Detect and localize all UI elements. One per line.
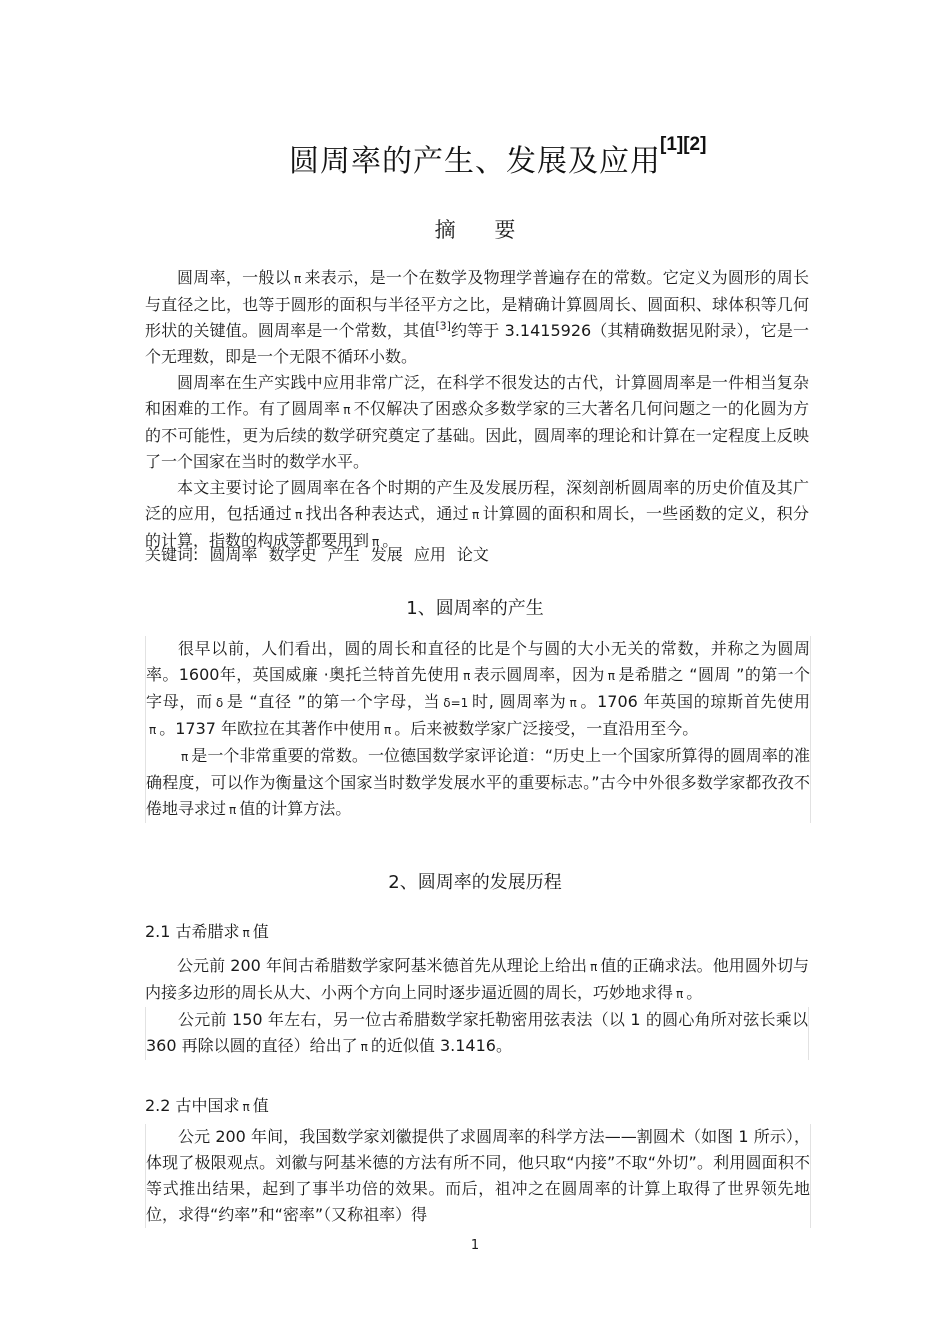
- pi-symbol: π: [676, 987, 684, 1001]
- section-paragraph: [146, 636, 810, 743]
- text-run: 计算圆的面积和周长，一些函数的定义，积分的计算，指数的构成等都要用到: [145, 504, 809, 550]
- pi-symbol: π: [372, 535, 380, 549]
- abstract-paragraph: [145, 265, 809, 370]
- abstract-heading: 摘 要: [434, 218, 532, 242]
- text-run: 是 “直径 ”的第一个字母，当: [226, 692, 441, 711]
- text-run: 。后来被数学家广泛接受，一直沿用至今。: [394, 719, 699, 738]
- pi-symbol: π: [242, 1100, 250, 1114]
- text-run: 。1706 年英国的琼斯首先使用: [579, 692, 810, 711]
- section-paragraph: [146, 743, 810, 823]
- abstract-paragraph: [145, 370, 809, 475]
- pi-symbol: π: [384, 723, 392, 737]
- text-run: 值: [252, 1096, 269, 1115]
- subsection-2-1-body: [145, 953, 809, 1060]
- text-run: 的近似值 3.1416。: [370, 1036, 512, 1055]
- pi-symbol: π: [149, 723, 157, 737]
- text-run: 表示圆周率，因为: [473, 665, 605, 684]
- keywords-line: 关键词: 圆周率 数学史 产生 发展 应用 论文: [145, 545, 489, 564]
- text-run: 2.1 古希腊求: [145, 922, 240, 941]
- text-run: 圆周率，一般以: [177, 268, 291, 287]
- text-run: 是一个非常重要的常数。一位德国数学家评论道：“历史上一个国家所算得的圆周率的准确程度，可以作为衡量这个国家当时数学发展水平的重要标志。”古今中外很多数学家都孜孜不倦地寻求过: [146, 746, 810, 818]
- section-heading-1: 1、圆周率的产生: [406, 598, 544, 619]
- section-1-body: [145, 636, 811, 823]
- pi-symbol: π: [360, 1040, 368, 1054]
- section-paragraph: 公元 200 年间，我国数学家刘徽提供了求圆周率的科学方法——割圆术（如图 1 所示），体现了极限观点。刘徽与阿基米德的方法有所不同，他只取“内接”不取“外切”。利用圆面积不等式推出结果，起到了事半功倍的效果。而后，祖冲之在圆周率的计算上取得了世界领先地位，求得“约率”和“密率”（又称祖率）得: [146, 1127, 810, 1224]
- delta-symbol: δ: [215, 696, 224, 710]
- text-run: 很早以前，人们看出，圆的周长和直径的比是个与圆的大小无关的常数，并称之为圆周率。1600年，英国威廉 ·奥托兰特首先使用: [146, 639, 810, 684]
- text-run: 。: [382, 531, 399, 550]
- pi-symbol: π: [181, 750, 189, 764]
- abstract-body: [145, 265, 809, 555]
- delta-equation: δ=1: [443, 696, 469, 710]
- text-run: 圆周率在生产实践中应用非常广泛，在科学不很发达的古代，计算圆周率是一件相当复杂和困难的工作。有了圆周率: [145, 373, 809, 418]
- text-run: 公元前 200 年间古希腊数学家阿基米德首先从理论上给出: [177, 956, 588, 975]
- pi-symbol: π: [569, 696, 577, 710]
- pi-symbol: π: [343, 403, 351, 417]
- citation-ref: [3]: [435, 319, 451, 333]
- text-run: 是希腊之 “圆周 ”的第一个字母，而: [146, 665, 810, 711]
- section-heading-2: 2、圆周率的发展历程: [388, 872, 562, 893]
- subsection-heading-2-2: [145, 1093, 269, 1116]
- text-run: 本文主要讨论了圆周率在各个时期的产生及发展历程，深刻剖析圆周率的历史价值及其广泛的应用，包括通过: [145, 478, 809, 523]
- pi-symbol: π: [293, 272, 302, 286]
- text-run: 约等于 3.1415926（其精确数据见附录），它是一个无理数，即是一个无限不循环小数。: [145, 321, 809, 366]
- page-title: 圆周率的产生、发展及应用: [289, 144, 661, 179]
- text-run: 时, 圆周率为: [471, 692, 567, 711]
- text-run: 不仅解决了困惑众多数学家的三大著名几何问题之一的化圆为方的不可能性，更为后续的数学研究奠定了基础。因此，圆周率的理论和计算在一定程度上反映了一个国家在当时的数学水平。: [145, 399, 809, 471]
- pi-symbol: π: [463, 669, 471, 683]
- pi-symbol: π: [295, 508, 303, 522]
- text-run: 找出各种表达式，通过: [305, 504, 469, 523]
- text-run: 公元前 150 年左右，另一位古希腊数学家托勒密用弦表法（以 1 的圆心角所对弦长乘以 360 再除以圆的直径）给出了: [146, 1010, 808, 1055]
- text-run: 2.2 古中国求: [145, 1096, 240, 1115]
- pi-symbol: π: [607, 669, 615, 683]
- pi-symbol: π: [590, 960, 598, 974]
- text-run: 。: [686, 983, 703, 1002]
- pi-symbol: π: [242, 926, 250, 940]
- text-run: 来表示，是一个在数学及物理学普遍存在的常数。它定义为圆形的周长与直径之比，也等于圆形的面积与半径平方之比，是精确计算圆周长、圆面积、球体积等几何形状的关键值。圆周率是一个常数，其值: [145, 268, 809, 340]
- page-number: 1: [470, 1238, 480, 1253]
- text-run: 值的正确求法。他用圆外切与内接多边形的周长从大、小两个方向上同时逐步逼近圆的周长，巧妙地求得: [145, 956, 809, 1002]
- text-run: 。1737 年欧拉在其著作中使用: [159, 719, 382, 738]
- text-run: 值: [252, 922, 269, 941]
- text-run: 值的计算方法。: [239, 799, 352, 818]
- section-paragraph: [145, 1007, 809, 1060]
- pi-symbol: π: [472, 508, 480, 522]
- title-reference: [1][2]: [660, 134, 707, 155]
- subsection-heading-2-1: [145, 919, 269, 942]
- pi-symbol: π: [229, 803, 237, 817]
- section-paragraph: [145, 953, 809, 1007]
- subsection-2-2-body: [145, 1124, 811, 1228]
- title-block: [0, 136, 950, 180]
